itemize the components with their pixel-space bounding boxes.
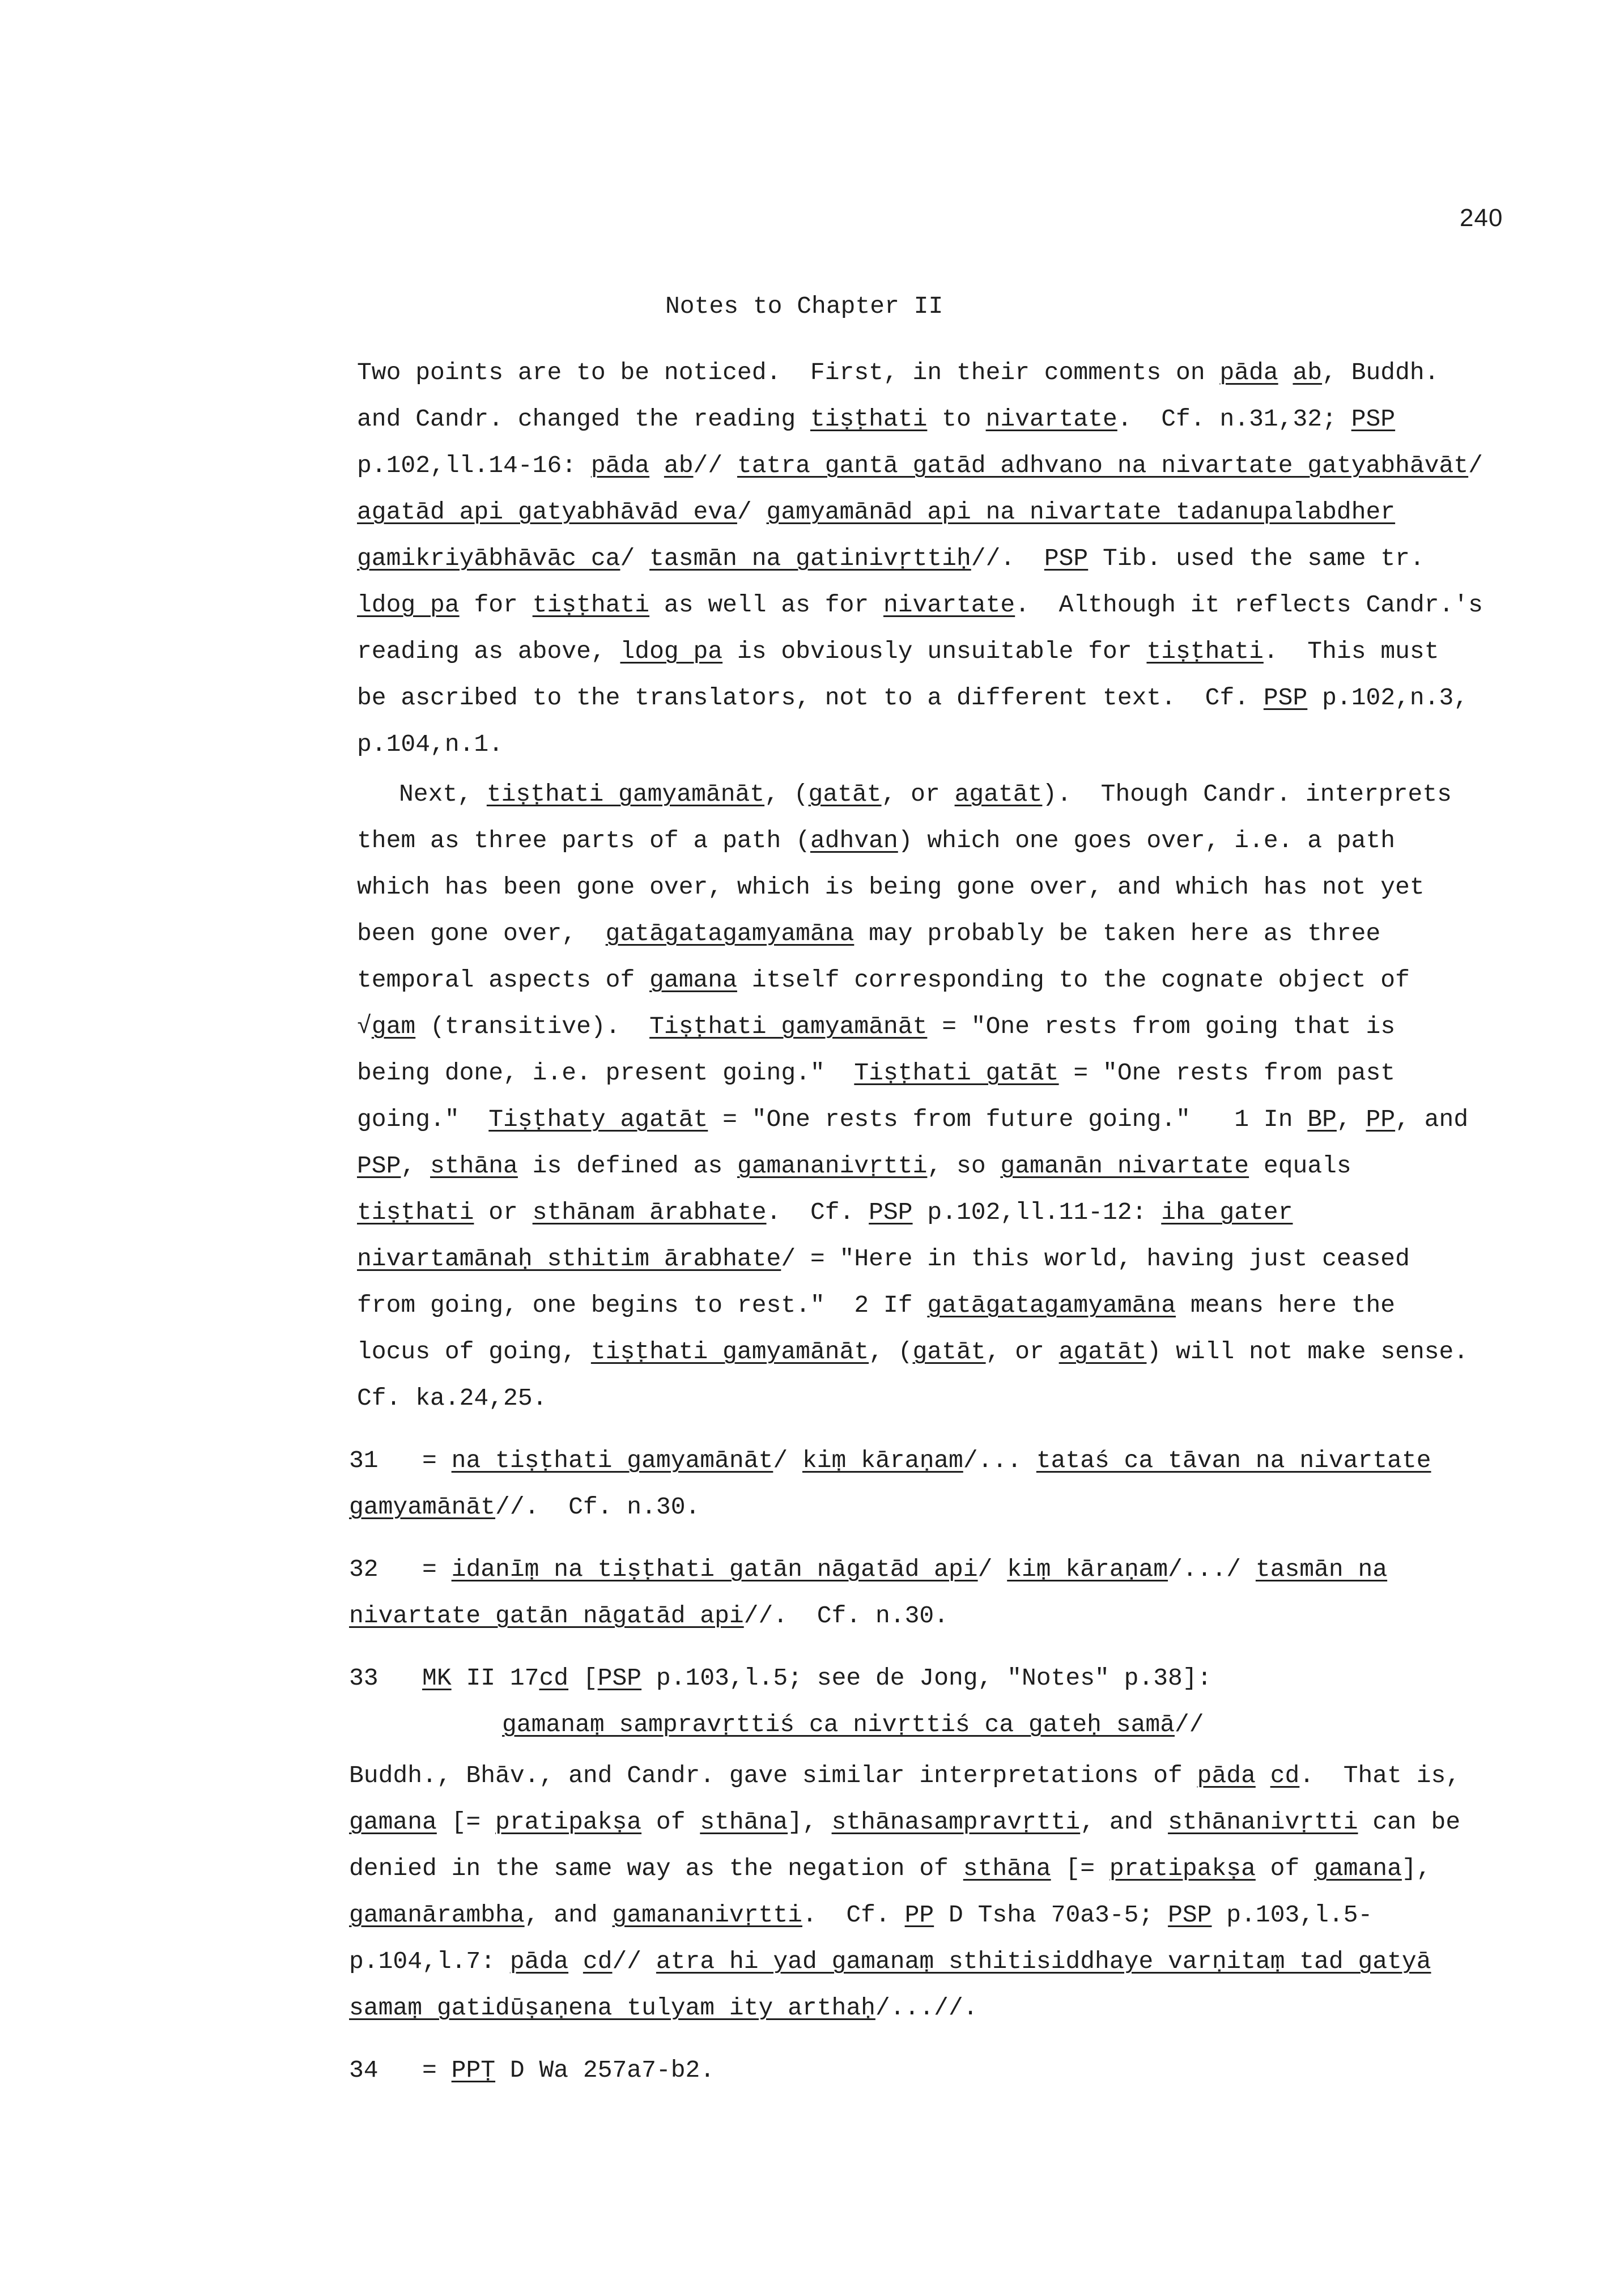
text-segment: p.102,ll.14-16: [357,452,591,479]
underlined-term: samaṃ gatidūṣaṇena tulyam ity arthaḥ [349,1994,875,2022]
underlined-term: kiṃ kāraṇam [1007,1555,1168,1583]
text-line [357,968,1410,992]
text-line [349,1949,1431,1974]
text-segment: /.../ [1168,1555,1256,1583]
text-segment: //. Cf. n.30. [495,1493,700,1521]
underlined-term: gamyamānāt [349,1493,496,1521]
underlined-term: gam [371,1013,416,1040]
underlined-term: idanīṃ na tiṣṭhati gatān nāgatād api [451,1555,978,1583]
text-segment: and Candr. changed the reading [357,405,810,433]
text-segment: being done, i.e. present going." [357,1059,854,1087]
text-segment: Cf. ka.24,25. [357,1384,547,1412]
text-segment: them as three parts of a path ( [357,827,810,854]
underlined-term: PSP [869,1198,913,1226]
text-line [349,1810,1460,1834]
text-segment: √ [357,1013,372,1040]
underlined-term: tiṣṭhati [532,591,650,619]
underlined-term: PSP [1168,1901,1212,1929]
underlined-term: na tiṣṭhati gamyamānāt [451,1447,773,1474]
text-line [349,1996,978,2020]
text-line [357,407,1395,431]
underlined-term: tasmān na [1255,1555,1388,1583]
text-segment: ). Though Candr. interprets [1042,780,1452,808]
text-line [357,1247,1410,1271]
underlined-term: tiṣṭhati [810,405,928,433]
text-segment: / [773,1447,802,1474]
text-segment: be ascribed to the translators, not to a different text. Cf. [357,684,1264,712]
text-segment: , and [1395,1106,1469,1133]
underlined-term: sthānasampravṛtti [831,1808,1081,1836]
text-segment: , ( [764,780,809,808]
text-segment: , and [524,1901,613,1929]
text-segment: Tib. used the same tr. [1088,545,1425,572]
text-segment: is obviously unsuitable for [722,637,1147,665]
underlined-term: Tiṣṭhati gamyamānāt [649,1013,928,1040]
underlined-term: pratipakṣa [1109,1855,1256,1882]
text-line [357,1293,1395,1317]
underlined-term: pāda [509,1948,569,1975]
underlined-term: tasmān na gatinivṛttiḥ [649,545,971,572]
text-segment: [= [1051,1855,1109,1882]
underlined-term: gamyamānād api na nivartate tadanupalabdher [766,498,1396,526]
underlined-term: gatāt [912,1338,986,1366]
text-segment: itself corresponding to the cognate object of [737,966,1410,994]
underlined-term: tiṣṭhati gamyamānāt [486,780,765,808]
text-segment: means here the [1176,1291,1396,1319]
text-segment: to [927,405,986,433]
underlined-term: pāda [1197,1762,1256,1789]
text-segment: , or [985,1338,1059,1366]
text-segment: p.103,l.5; see de Jong, "Notes" p.38]: [641,1664,1212,1692]
underlined-term: gatāgatagamyamāna [605,920,854,947]
text-segment: going." [357,1106,489,1133]
text-segment: = "One rests from future going." 1 In [708,1106,1308,1133]
page-number: 240 [1460,204,1503,232]
text-segment: , or [881,780,955,808]
underlined-term: Tiṣṭhaty agatāt [488,1106,708,1133]
text-segment: ], [788,1808,832,1836]
underlined-term: PP [1366,1106,1396,1133]
underlined-term: cd [583,1948,613,1975]
underlined-term: ldog pa [357,591,460,619]
underlined-term: PSP [1263,684,1308,712]
underlined-term: gamikriyābhāvāc ca [357,545,620,572]
underlined-term: adhvan [810,827,898,854]
underlined-term: tiṣṭhati gamyamānāt [590,1338,869,1366]
text-line [349,1495,700,1519]
text-segment: [ [568,1664,598,1692]
text-segment [1256,1762,1270,1789]
underlined-term: gamana [1314,1855,1402,1882]
text-segment: // [693,452,737,479]
text-line [357,593,1483,617]
text-segment: . Cf. [766,1198,869,1226]
text-segment: / = "Here in this world, having just ceased [781,1245,1410,1273]
text-segment: from going, one begins to rest." 2 If [357,1291,928,1319]
text-segment: , [401,1152,431,1180]
text-segment: /... [963,1447,1036,1474]
underlined-term: tiṣṭhati [1146,637,1264,665]
text-segment: = "One rests from past [1058,1059,1396,1087]
text-segment: ], [1401,1855,1431,1882]
underlined-term: sthāna [430,1152,518,1180]
text-segment: 31 = [349,1447,452,1474]
underlined-term: PSP [357,1152,401,1180]
text-segment: II 17 [451,1664,539,1692]
underlined-term: PSP [1044,545,1089,572]
underlined-term: gamanān nivartate [1000,1152,1249,1180]
text-segment: which has been gone over, which is being gone over, and which has not yet [357,873,1425,901]
text-segment: . This must [1263,637,1439,665]
underlined-term: PSP [597,1664,642,1692]
underlined-term: gatāt [808,780,882,808]
text-segment: of [641,1808,700,1836]
text-segment: been gone over, [357,920,606,947]
text-segment: / [977,1555,1007,1583]
text-line [349,1666,1211,1690]
underlined-term: gamana [349,1808,437,1836]
text-segment: ) which one goes over, i.e. a path [898,827,1396,854]
text-line [357,1154,1351,1178]
underlined-term: sthāna [700,1808,788,1836]
text-line [399,782,1452,806]
text-line [502,1712,1204,1737]
text-segment: may probably be taken here as three [854,920,1381,947]
text-segment: // [1175,1711,1204,1738]
text-line [357,1107,1468,1132]
underlined-term: tiṣṭhati [357,1198,474,1226]
text-line [349,1763,1460,1788]
text-segment: . Cf. n.31,32; [1117,405,1351,433]
text-segment: , and [1080,1808,1168,1836]
text-segment: //. [971,545,1044,572]
text-line [357,453,1483,478]
underlined-term: sthānanivṛtti [1168,1808,1358,1836]
underlined-term: sthāna [963,1855,1051,1882]
underlined-term: BP [1307,1106,1337,1133]
underlined-term: nivartate gatān nāgatād api [349,1602,744,1630]
underlined-term: ab [1293,359,1323,386]
text-segment: [= [436,1808,496,1836]
text-segment: temporal aspects of [357,966,650,994]
underlined-term: tatra gantā gatād adhvano na nivartate gatyabhāvāt [737,452,1469,479]
underlined-term: PP [904,1901,934,1929]
text-line [349,1856,1431,1881]
text-line [357,500,1395,524]
text-segment: 32 = [349,1555,452,1583]
text-line [357,875,1425,899]
text-segment: . Although it reflects Candr.'s [1015,591,1483,619]
underlined-term: PPṬ [451,2056,496,2084]
text-segment: , so [927,1152,1001,1180]
text-segment: = "One rests from going that is [927,1013,1396,1040]
text-line [357,1014,1395,1039]
text-line [357,639,1439,664]
text-segment: reading as above, [357,637,620,665]
text-segment: D Tsha 70a3-5; [934,1901,1168,1929]
chapter-title: Notes to Chapter II [665,292,943,320]
underlined-term: pratipakṣa [495,1808,642,1836]
text-segment: or [474,1198,533,1226]
text-line [349,1604,949,1628]
text-line [357,732,503,756]
text-segment: . That is, [1299,1762,1461,1789]
underlined-term: iha gater [1161,1198,1293,1226]
text-line [357,1386,547,1410]
text-segment: / [737,498,767,526]
text-segment: D Wa 257a7-b2. [495,2056,715,2084]
text-segment: / [1468,452,1483,479]
underlined-term: nivartamānaḥ sthitim ārabhate [357,1245,781,1273]
text-line [357,1200,1293,1224]
text-segment: p.103,l.5- [1211,1901,1373,1929]
underlined-term: agatāt [954,780,1043,808]
text-segment: ) will not make sense. [1146,1338,1469,1366]
text-segment: 33 [349,1664,423,1692]
underlined-term: ldog pa [620,637,723,665]
text-line [357,1061,1395,1085]
text-segment: for [459,591,533,619]
text-segment: /...//. [875,1994,978,2022]
text-segment [1278,359,1293,386]
underlined-term: PSP [1351,405,1396,433]
underlined-term: nivartate [883,591,1015,619]
text-segment: . Cf. [802,1901,905,1929]
text-line [349,1557,1387,1581]
text-segment: Next, [399,780,487,808]
underlined-term: nivartate [985,405,1117,433]
text-segment: p.104,l.7: [349,1948,510,1975]
underlined-term: gamanārambha [349,1901,525,1929]
text-line [349,2058,715,2082]
text-segment: as well as for [649,591,883,619]
underlined-term: atra hi yad gamanaṃ sthitisiddhaye varṇitaṃ tad gatyā [656,1948,1431,1975]
text-line [357,921,1380,946]
underlined-term: pāda [590,452,650,479]
text-segment [649,452,664,479]
text-segment: of [1255,1855,1315,1882]
underlined-term: cd [1270,1762,1300,1789]
underlined-term: cd [539,1664,569,1692]
underlined-term: tataś ca tāvan na nivartate [1036,1447,1431,1474]
text-segment: (transitive). [415,1013,650,1040]
text-line [349,1448,1431,1473]
text-segment: , Buddh. [1322,359,1439,386]
underlined-term: gatāgatagamyamāna [927,1291,1176,1319]
text-segment: p.102,ll.11-12: [912,1198,1162,1226]
underlined-term: agatād api gatyabhāvād eva [357,498,737,526]
text-segment: p.104,n.1. [357,730,504,758]
underlined-term: gamananivṛtti [737,1152,928,1180]
text-line [357,1340,1468,1364]
text-segment: can be [1358,1808,1461,1836]
text-segment: 34 = [349,2056,452,2084]
text-segment: //. Cf. n.30. [743,1602,949,1630]
text-segment: denied in the same way as the negation of [349,1855,963,1882]
underlined-term: ab [664,452,694,479]
text-segment: , [1336,1106,1366,1133]
underlined-term: Tiṣṭhati gatāt [854,1059,1059,1087]
underlined-term: agatāt [1058,1338,1147,1366]
underlined-term: gamana [649,966,737,994]
text-line [349,1903,1372,1927]
text-segment: Two points are to be noticed. First, in their comments on [357,359,1220,386]
text-segment: Buddh., Bhāv., and Candr. gave similar interpretations of [349,1762,1197,1789]
text-segment: , ( [869,1338,913,1366]
text-segment: / [620,545,650,572]
text-line [357,828,1395,853]
text-segment: is defined as [517,1152,737,1180]
text-segment: equals [1249,1152,1351,1180]
text-line [357,546,1425,571]
text-segment: locus of going, [357,1338,591,1366]
underlined-term: MK [422,1664,452,1692]
text-segment: // [612,1948,656,1975]
underlined-term: kiṃ kāraṇam [802,1447,963,1474]
underlined-term: gamanaṃ sampravṛttiś ca nivṛttiś ca gateḥ samā [502,1711,1175,1738]
text-line [357,360,1439,385]
text-line [357,686,1468,710]
underlined-term: gamananivṛtti [612,1901,802,1929]
underlined-term: pāda [1219,359,1278,386]
text-segment: p.102,n.3, [1307,684,1469,712]
underlined-term: sthānam ārabhate [532,1198,767,1226]
text-segment [568,1948,583,1975]
